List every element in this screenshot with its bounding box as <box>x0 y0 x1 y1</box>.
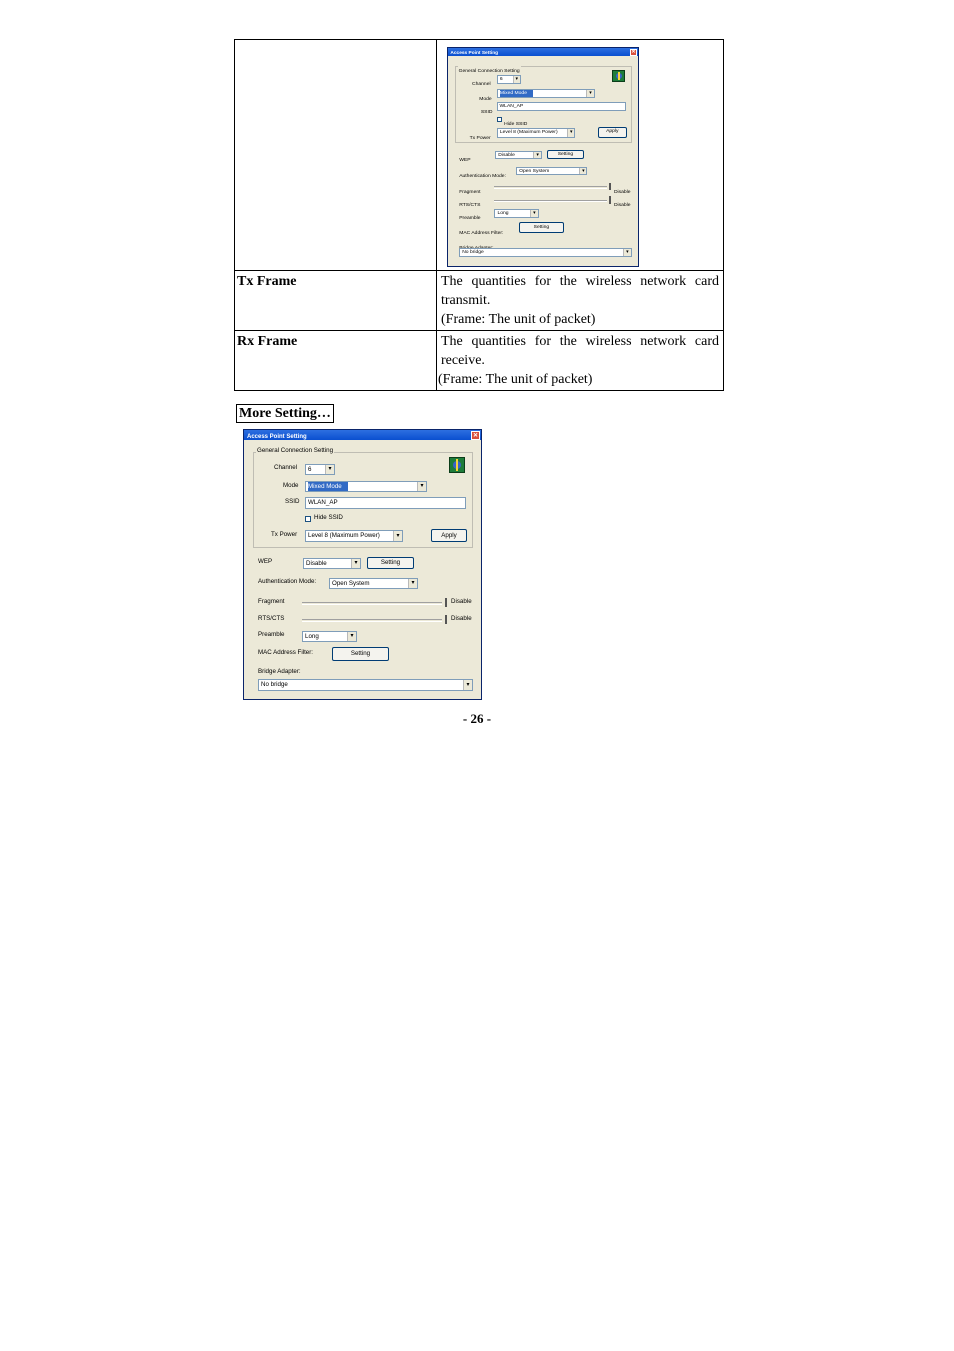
wep-value: Disable <box>498 152 515 158</box>
hide-ssid-label: Hide SSID <box>504 122 528 128</box>
tx-power-value: Level 8 (Maximum Power) <box>499 130 558 136</box>
auth-mode-value: Open System <box>332 580 370 587</box>
dialog-screenshot-large <box>243 429 482 700</box>
fragment-value: Disable <box>451 598 472 605</box>
apply-button[interactable]: Apply <box>598 127 627 137</box>
bridge-adapter-label: Bridge Adapter: <box>258 668 301 675</box>
bridge-adapter-value: No bridge <box>462 249 484 255</box>
mac-filter-label: MAC Address Filter: <box>459 230 504 236</box>
desc-line: (Frame: The unit of packet) <box>441 312 596 327</box>
channel-label: Channel <box>472 82 491 88</box>
mac-filter-label: MAC Address Filter: <box>258 649 314 656</box>
bridge-adapter-select[interactable] <box>258 679 473 691</box>
desc-line: The quantities for the wireless network card <box>441 274 719 289</box>
chevron-down-icon[interactable]: ▾ <box>533 152 540 159</box>
chevron-down-icon[interactable]: ▾ <box>579 168 586 175</box>
rts-cts-slider[interactable] <box>302 619 442 622</box>
chevron-down-icon[interactable]: ▾ <box>417 482 426 491</box>
ssid-label: SSID <box>480 109 493 115</box>
tx-power-select[interactable] <box>305 530 403 542</box>
hide-ssid-label: Hide SSID <box>314 514 343 521</box>
fragment-label: Fragment <box>258 598 285 605</box>
rts-cts-label: RTS/CTS <box>459 203 481 209</box>
mac-filter-setting-button[interactable]: Setting <box>519 222 565 233</box>
close-icon[interactable]: ✕ <box>472 433 479 439</box>
apply-button[interactable]: Apply <box>431 529 467 542</box>
dialog-title: Access Point Setting <box>247 434 307 440</box>
parameter-table <box>234 39 724 391</box>
ssid-label: SSID <box>285 498 300 505</box>
group-legend: General Connection Setting <box>458 62 521 81</box>
preamble-label: Preamble <box>258 631 285 638</box>
channel-value: 6 <box>308 466 312 473</box>
chevron-down-icon[interactable]: ▾ <box>463 680 472 690</box>
rts-cts-label: RTS/CTS <box>258 615 285 622</box>
group-legend: General Connection Setting <box>257 447 334 454</box>
dialog-screenshot-small <box>447 47 639 267</box>
preamble-select[interactable] <box>302 631 357 642</box>
wep-label: WEP <box>258 558 273 565</box>
desc-line: transmit. <box>441 293 491 308</box>
chevron-down-icon[interactable]: ▾ <box>347 632 356 641</box>
rts-cts-slider-thumb[interactable] <box>445 615 447 624</box>
hide-ssid-checkbox[interactable] <box>305 516 311 522</box>
fragment-slider-thumb[interactable] <box>609 183 611 190</box>
page-number: - 26 - <box>462 711 492 726</box>
dialog-titlebar[interactable] <box>448 48 638 56</box>
mac-filter-setting-button[interactable]: Setting <box>332 647 389 661</box>
auth-mode-label: Authentication Mode: <box>459 173 506 179</box>
rts-cts-slider-thumb[interactable] <box>609 196 611 203</box>
channel-label: Channel <box>274 464 298 471</box>
network-adapter-icon <box>449 457 465 473</box>
chevron-down-icon[interactable]: ▾ <box>530 210 537 217</box>
mode-select[interactable] <box>497 89 595 98</box>
screenshot-cell <box>437 40 724 271</box>
fragment-label: Fragment <box>459 189 481 195</box>
desc-rx-frame <box>437 331 724 391</box>
channel-select[interactable] <box>305 464 335 475</box>
mode-select[interactable] <box>305 481 427 492</box>
preamble-label: Preamble <box>459 216 481 222</box>
wep-setting-button[interactable]: Setting <box>367 557 414 569</box>
auth-mode-value: Open System <box>519 168 550 174</box>
dialog-titlebar[interactable] <box>244 430 481 440</box>
channel-value: 6 <box>499 77 503 83</box>
wep-value: Disable <box>306 560 327 567</box>
desc-line: (Frame: The unit of packet) <box>438 372 593 387</box>
wep-select[interactable] <box>495 151 541 160</box>
chevron-down-icon[interactable]: ▾ <box>513 76 520 83</box>
rts-cts-value: Disable <box>451 615 472 622</box>
fragment-slider[interactable] <box>494 186 606 189</box>
ssid-input[interactable]: WLAN_AP <box>497 102 626 112</box>
fragment-slider-thumb[interactable] <box>445 598 447 607</box>
mode-label: Mode <box>283 482 299 489</box>
preamble-value: Long <box>497 211 509 217</box>
wep-select[interactable] <box>303 558 361 569</box>
wep-setting-button[interactable]: Setting <box>547 150 585 160</box>
table-row <box>235 331 724 391</box>
mode-value: Mixed Mode <box>308 482 348 491</box>
desc-line: The quantities for the wireless network card <box>441 334 719 349</box>
chevron-down-icon[interactable]: ▾ <box>586 90 593 97</box>
chevron-down-icon[interactable]: ▾ <box>325 465 334 474</box>
desc-line: receive. <box>441 353 485 368</box>
section-heading-more-setting: More Setting… <box>236 404 334 423</box>
dialog-title: Access Point Setting <box>450 50 499 56</box>
mode-label: Mode <box>479 96 492 102</box>
fragment-value: Disable <box>613 189 631 195</box>
auth-mode-label: Authentication Mode: <box>258 578 317 585</box>
bridge-adapter-value: No bridge <box>261 681 288 688</box>
chevron-down-icon[interactable]: ▾ <box>623 249 630 257</box>
term-tx-frame: Tx Frame <box>235 271 437 331</box>
auth-mode-select[interactable] <box>329 578 418 589</box>
chevron-down-icon[interactable]: ▾ <box>567 129 574 137</box>
chevron-down-icon[interactable]: ▾ <box>393 531 402 541</box>
preamble-value: Long <box>305 633 319 640</box>
tx-power-select[interactable] <box>497 128 576 138</box>
channel-select[interactable] <box>497 75 521 84</box>
network-adapter-icon <box>612 70 625 83</box>
hide-ssid-checkbox[interactable] <box>497 117 502 122</box>
chevron-down-icon[interactable]: ▾ <box>351 559 360 568</box>
bridge-adapter-select[interactable] <box>459 248 631 258</box>
rts-cts-slider[interactable] <box>494 200 606 203</box>
tx-power-label: Tx Power <box>271 531 298 538</box>
tx-power-label: Tx Power <box>469 135 491 141</box>
fragment-slider[interactable] <box>302 602 442 605</box>
rts-cts-value: Disable <box>613 203 631 209</box>
table-cell-empty <box>235 40 437 271</box>
close-icon[interactable]: ✕ <box>631 50 636 55</box>
preamble-select[interactable] <box>494 209 538 218</box>
ssid-input[interactable]: WLAN_AP <box>305 497 466 509</box>
wep-label: WEP <box>459 157 471 163</box>
term-rx-frame: Rx Frame <box>235 331 437 391</box>
desc-tx-frame <box>437 271 724 331</box>
auth-mode-select[interactable] <box>516 167 587 176</box>
mode-value: Mixed Mode <box>500 90 533 97</box>
table-row <box>235 271 724 331</box>
table-row <box>235 40 724 271</box>
tx-power-value: Level 8 (Maximum Power) <box>308 532 380 539</box>
chevron-down-icon[interactable]: ▾ <box>408 579 417 588</box>
